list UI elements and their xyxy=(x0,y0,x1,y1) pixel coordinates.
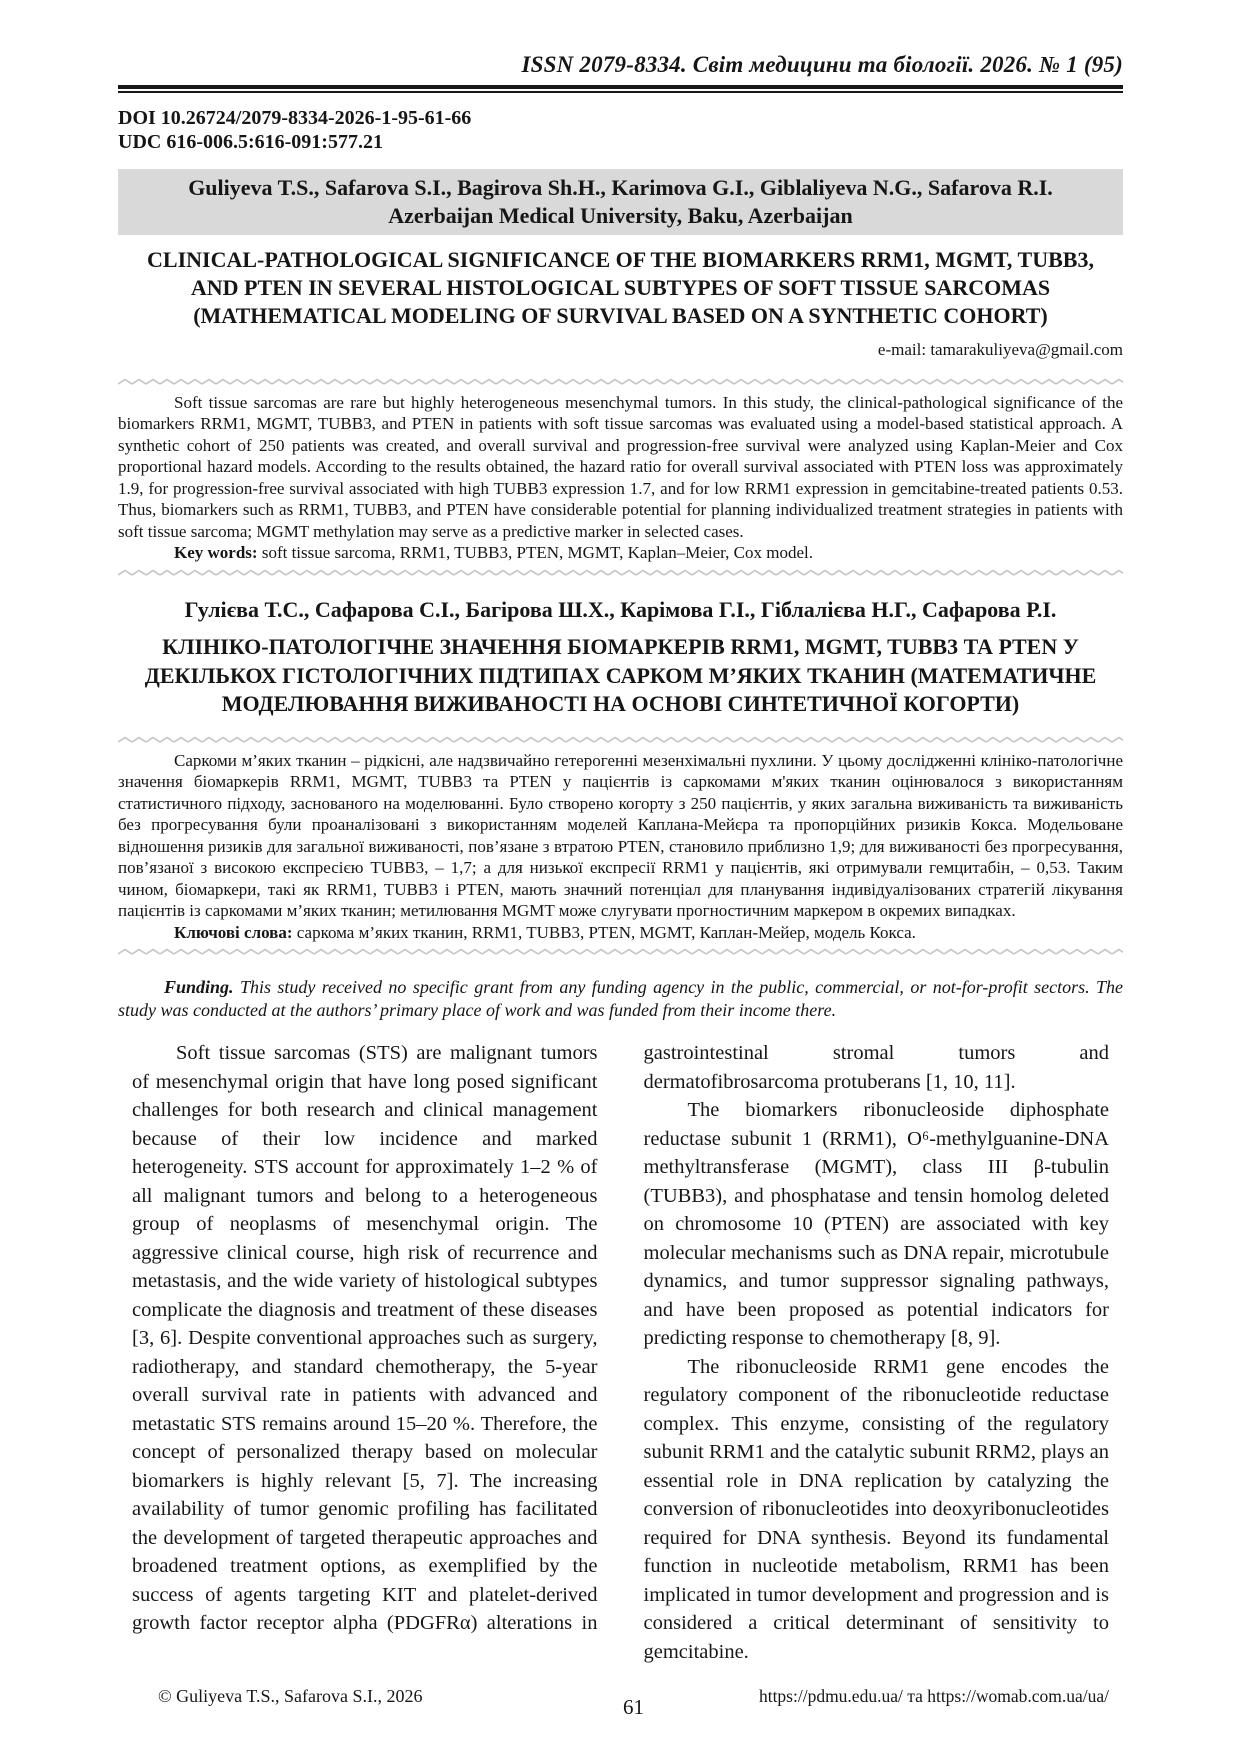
body-paragraph: Soft tissue sarcomas (STS) are malignant tumors of mesenchymal origin that have long posed significant challenges for both research and clinical management because of their low incidence and marked heterogeneity. STS account for approximately 1–2 % of all malignant tumors and belong to a heterogeneous group of neoplasms of mesenchymal origin. The aggressive clinical course, high risk of recurrence and metastasis, and the wide variety of histological subtypes complicate the diagnosis and treatment of these diseases [3, 6]. Despite conventional approaches such as surgery, radiotherapy, and standard chemotherapy, the 5-year overall survival rate in patients with advanced and metastatic STS remains around 15–20 %. Therefore, the concept of personalized therapy based on molecular biomarkers is highly relevant [5, 7]. The increasing availability of tumor genomic profiling has facilitated the development of targeted therapeutic approaches and broadened treatment options, as exemplified by the success of agents targeting KIT and platelet-derived growth factor receptor alpha (PDGFRα) alterations in xyxy=(132,1042,598,1635)
abstract-en: Soft tissue sarcomas are rare but highly heterogeneous mesenchymal tumors. In this study, the clinical-pathological significance of the biomarkers RRM1, MGMT, TUBB3, and PTEN in patients with soft tissue sarcomas was evaluated using a model-based statistical approach. A synthetic cohort of 250 patients was created, and overall survival and progression-free survival were analyzed using Kaplan-Meier and Cox proportional hazard models. According to the results obtained, the hazard ratio for overall survival associated with PTEN loss was approximately 1.9, for progression-free survival associated with high TUBB3 expression 1.7, and for low RRM1 expression in gemcitabine-treated patients 0.53. Thus, biomarkers such as RRM1, TUBB3, and PTEN have considerable potential for planning individualized treatment strategies in patients with soft tissue sarcoma; MGMT methylation may serve as a predictive marker in selected cases. xyxy=(118,392,1123,541)
body-paragraph: The biomarkers ribonucleoside diphosphate reductase subunit 1 (RRM1), O⁶-methylguanine-DNA methyltransferase (MGMT), class III β-tubulin (TUBB3), and phosphatase and tensin homolog deleted on chromosome 10 (PTEN) are associated with key molecular mechanisms such as DNA repair, microtubule dynamics, and tumor suppressor signaling pathways, and have been proposed as potential indicators for predicting response to chemotherapy [8, 9]. xyxy=(643,1099,1109,1350)
journal-issn-header: ISSN 2079-8334. Світ медицини та біології. 2026. № 1 (95) xyxy=(521,52,1123,77)
header-double-rule xyxy=(118,85,1123,93)
authors-band xyxy=(118,169,1123,235)
body-columns xyxy=(132,1039,1109,1666)
funding-text: This study received no specific grant from any funding agency in the public, commercial, or not-for-profit sectors. The study was conducted at the authors’ primary place of work and was funded from their income there. xyxy=(118,977,1123,1020)
zigzag-divider xyxy=(118,735,1123,744)
journal-urls: https://pdmu.edu.ua/ та https://womab.com.ua/ua/ xyxy=(758,1686,1109,1707)
zigzag-divider xyxy=(118,947,1123,956)
keywords-en-label: Key words: xyxy=(174,543,258,563)
article-title-uk: КЛІНІКО-ПАТОЛОГІЧНЕ ЗНАЧЕННЯ БІОМАРКЕРІВ RRM1, MGMT, TUBB3 ТА PTEN У ДЕКІЛЬКОХ ГІСТОЛОГІЧНИХ ПІДТИПАХ САРКОМ М’ЯКИХ ТКАНИН (МАТЕМАТИЧНЕ МОДЕЛЮВАННЯ ВИЖИВАНОСТІ НА ОСНОВІ СИНТЕТИЧНОЇ КОГОРТИ) xyxy=(144,634,1097,717)
body-paragraph: gastrointestinal stromal tumors and dermatofibrosarcoma protuberans [1, 10, 11]. xyxy=(643,1042,1109,1093)
zigzag-divider xyxy=(118,377,1123,386)
keywords-uk-line xyxy=(118,922,1123,944)
page-footer xyxy=(132,1686,1109,1720)
body-column-right xyxy=(644,1039,1110,1666)
body-column-left xyxy=(132,1039,598,1666)
authors-uk: Гулієва Т.С., Сафарова С.І., Багірова Ш.Х., Карімова Г.І., Гіблалієва Н.Г., Сафарова Р.І. xyxy=(184,596,1057,622)
keywords-en-text: soft tissue sarcoma, RRM1, TUBB3, PTEN, MGMT, Kaplan–Meier, Cox model. xyxy=(257,543,813,563)
keywords-en-line xyxy=(118,542,1123,564)
affiliation-en: Azerbaijan Medical University, Baku, Azerbaijan xyxy=(388,202,853,228)
page-number: 61 xyxy=(623,1695,644,1720)
authors-en: Guliyeva T.S., Safarova S.I., Bagirova Sh.H., Karimova G.I., Giblaliyeva N.G., Safarova R.I. xyxy=(188,175,1053,201)
abstract-uk: Саркоми м’яких тканин – рідкісні, але надзвичайно гетерогенні мезенхімальні пухлини. У цьому дослідженні клініко-патологічне значення біомаркерів RRM1, MGMT, TUBB3 та PTEN у пацієнтів із саркомами м'яких тканин оцінювалося з використанням статистичного підходу, заснованого на моделюванні. Було створено когорту з 250 пацієнтів, у яких загальна виживаність та виживаність без прогресування були проаналізовані з використанням моделей Каплана-Мейєра та пропорційних ризиків Кокса. Модельоване відношення ризиків для загальної виживаності, пов’язане з втратою PTEN, становило приблизно 1,9; для виживаності без прогресування, пов’язаної з високою експресією TUBB3, – 1,7; а для низької експресії RRM1 у пацієнтів, які отримували гемцитабін, – 0,53. Таким чином, біомаркери, такі як RRM1, TUBB3 і PTEN, мають значний потенціал для планування індивідуалізованих стратегій лікування пацієнтів із саркомами м’яких тканин; метилювання MGMT може слугувати прогностичним маркером в окремих випадках. xyxy=(118,750,1123,921)
keywords-uk-text: саркома м’яких тканин, RRM1, TUBB3, PTEN, MGMT, Каплан-Мейер, модель Кокса. xyxy=(292,922,916,942)
funding-label: Funding. xyxy=(164,977,234,998)
doi-udc-block xyxy=(118,106,1123,154)
zigzag-divider xyxy=(118,568,1123,577)
doi-line: DOI 10.26724/2079-8334-2026-1-95-61-66 xyxy=(118,107,472,130)
article-title-en: CLINICAL-PATHOLOGICAL SIGNIFICANCE OF THE BIOMARKERS RRM1, MGMT, TUBB3, AND PTEN IN SEVERAL HISTOLOGICAL SUBTYPES OF SOFT TISSUE SARCOMAS (MATHEMATICAL MODELING OF SURVIVAL BASED ON A SYNTHETIC COHORT) xyxy=(147,246,1094,328)
email-line: e-mail: tamarakuliyeva@gmail.com xyxy=(877,339,1123,359)
udc-line: UDC 616-006.5:616-091:577.21 xyxy=(118,131,383,154)
copyright-line: © Guliyeva T.S., Safarova S.I., 2026 xyxy=(158,1686,423,1707)
keywords-uk-label: Ключові слова: xyxy=(174,922,293,942)
funding-note xyxy=(118,976,1123,1021)
body-paragraph: The ribonucleoside RRM1 gene encodes the regulatory component of the ribonucleotide reductase complex. This enzyme, consisting of the regulatory subunit RRM1 and the catalytic subunit RRM2, plays an essential role in DNA replication by catalyzing the conversion of ribonucleotides into deoxyribonucleotides required for DNA synthesis. Beyond its fundamental function in nucleotide metabolism, RRM1 has been implicated in tumor development and progression and is considered a critical determinant of sensitivity to gemcitabine. xyxy=(643,1355,1109,1663)
